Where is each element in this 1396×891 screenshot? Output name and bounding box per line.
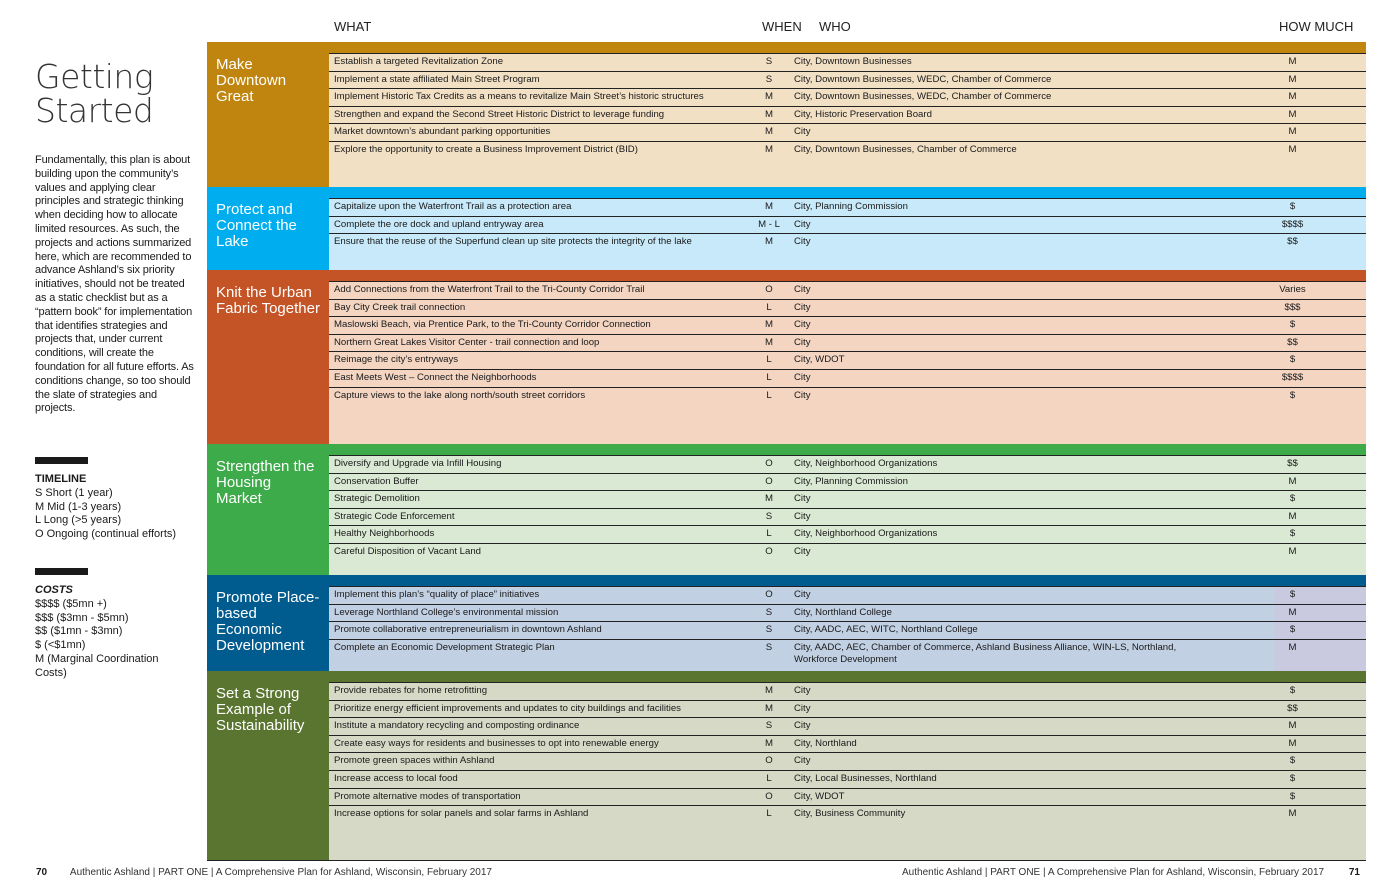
when-cell: M xyxy=(765,201,773,212)
when-cell: L xyxy=(766,354,772,366)
page-title-line-1: Getting xyxy=(35,57,154,96)
section-body xyxy=(329,444,1366,575)
what-cell: Bay City Creek trail connection xyxy=(334,301,466,313)
what-cell: Diversify and Upgrade via Infill Housing xyxy=(334,458,502,469)
timeline-item: L Long (>5 years) xyxy=(35,514,122,527)
intro-paragraph: Fundamentally, this plan is about building upon the community’s values and applying clear principles and strategic thinking when deciding how to allocate limited resources. As such, the projects and actions summarized here, which are recommended to advance Ashland’s six priority initiatives, should not be treated as a static checklist but as a “pattern book” for implementation that identifies strategies and projects that, under current conditions, will create the foundation for all future efforts. As conditions change, so too should the slate of strategies and projects. xyxy=(35,154,194,415)
who-cell: City, Downtown Businesses xyxy=(794,56,912,67)
section-body xyxy=(329,671,1366,860)
how-much-cell: M xyxy=(1288,606,1297,618)
who-cell: City, AADC, AEC, WITC, Northland College xyxy=(794,624,978,636)
when-cell: M xyxy=(765,236,773,248)
who-cell: City xyxy=(794,685,811,696)
timeline-legend-title: TIMELINE xyxy=(35,473,87,485)
section-color-bar xyxy=(329,671,1366,682)
section-housing xyxy=(207,444,1366,575)
running-title-left: Authentic Ashland | PART ONE | A Comprehensive Plan for Ashland, Wisconsin, February 2017 xyxy=(69,867,492,878)
how-much-cell: M xyxy=(1288,143,1297,155)
table-row xyxy=(329,806,1366,824)
table-row xyxy=(329,300,1366,318)
when-cell: L xyxy=(766,301,772,313)
when-cell: M xyxy=(765,108,773,120)
when-cell: O xyxy=(765,458,773,469)
when-cell: M - L xyxy=(758,218,780,230)
cost-item: M (Marginal Coordination Costs) xyxy=(35,652,159,679)
footer-left xyxy=(36,867,492,878)
section-rows xyxy=(329,682,1366,860)
section-downtown xyxy=(207,42,1366,187)
what-cell: Increase access to local food xyxy=(334,772,458,784)
how-much-cell: $ xyxy=(1289,772,1296,784)
section-urban xyxy=(207,270,1366,444)
section-label: Make Downtown Great xyxy=(207,42,329,187)
page-title-line-2: Started xyxy=(35,91,154,130)
who-cell: City, Downtown Businesses, WEDC, Chamber of Commerce xyxy=(794,73,1052,85)
section-rows xyxy=(329,198,1366,270)
table-row xyxy=(329,89,1366,107)
how-much-cell: M xyxy=(1288,641,1297,653)
table-row xyxy=(329,701,1366,719)
section-body xyxy=(329,575,1366,671)
when-cell: M xyxy=(765,143,773,155)
section-rows xyxy=(329,281,1366,444)
running-title-right: Authentic Ashland | PART ONE | A Comprehensive Plan for Ashland, Wisconsin, February 2017 xyxy=(902,867,1325,878)
who-cell: City, AADC, AEC, Chamber of Commerce, Ashland Business Alliance, WIN-LS, Northland, Workforce Development xyxy=(794,641,1177,665)
what-cell: Ensure that the reuse of the Superfund clean up site protects the integrity of the lake xyxy=(334,236,692,248)
when-cell: O xyxy=(765,545,773,557)
who-cell: City, Northland xyxy=(794,737,857,749)
page-number-left: 70 xyxy=(36,867,48,878)
who-cell: City xyxy=(794,755,811,767)
how-much-cell: $$ xyxy=(1287,458,1298,469)
section-lake xyxy=(207,187,1366,270)
what-cell: Promote collaborative entrepreneurialism in downtown Ashland xyxy=(334,624,602,636)
when-cell: O xyxy=(765,755,773,767)
cost-item: $$$$ ($5mn +) xyxy=(35,597,107,610)
when-cell: O xyxy=(765,790,773,802)
how-much-cell: $ xyxy=(1289,685,1296,696)
table-row xyxy=(329,388,1366,406)
when-cell: S xyxy=(765,624,773,636)
table-row xyxy=(329,335,1366,353)
table-row xyxy=(329,771,1366,789)
when-cell: S xyxy=(765,510,773,522)
how-much-cell: M xyxy=(1288,108,1297,120)
section-label: Protect and Connect the Lake xyxy=(207,187,329,270)
table-row xyxy=(329,72,1366,90)
who-cell: City xyxy=(794,389,811,401)
what-cell: Promote green spaces within Ashland xyxy=(334,755,495,767)
table-row xyxy=(329,718,1366,736)
when-cell: S xyxy=(765,73,773,85)
table-row xyxy=(329,736,1366,754)
table-row xyxy=(329,54,1366,72)
who-cell: City xyxy=(794,218,811,230)
when-cell: O xyxy=(765,284,773,295)
table-row xyxy=(329,282,1366,300)
how-much-cell: M xyxy=(1288,91,1297,103)
when-cell: L xyxy=(766,528,772,540)
who-cell: City xyxy=(794,126,811,138)
column-headers xyxy=(0,19,1396,37)
what-cell: Explore the opportunity to create a Business Improvement District (BID) xyxy=(334,143,638,155)
table-row xyxy=(329,317,1366,335)
what-cell: East Meets West – Connect the Neighborhoods xyxy=(334,371,537,383)
cost-item: $ (<$1mn) xyxy=(35,639,86,652)
table-row xyxy=(329,352,1366,370)
how-much-cell: M xyxy=(1288,56,1297,67)
section-body xyxy=(329,187,1366,270)
costs-legend-title: COSTS xyxy=(35,584,73,596)
how-much-cell: $ xyxy=(1289,493,1296,505)
section-econ xyxy=(207,575,1366,671)
how-much-cell: $ xyxy=(1289,319,1296,331)
what-cell: Implement Historic Tax Credits as a means to revitalize Main Street’s historic structures xyxy=(334,91,704,103)
when-cell: O xyxy=(765,589,773,600)
legend-divider xyxy=(35,457,88,464)
what-cell: Capitalize upon the Waterfront Trail as a protection area xyxy=(334,201,572,212)
costs-legend xyxy=(35,568,185,681)
who-cell: City, WDOT xyxy=(794,354,845,366)
who-cell: City, Downtown Businesses, WEDC, Chamber of Commerce xyxy=(794,91,1052,103)
header-when: WHEN xyxy=(762,19,802,34)
when-cell: M xyxy=(765,319,773,331)
what-cell: Provide rebates for home retrofitting xyxy=(334,685,488,696)
when-cell: M xyxy=(765,737,773,749)
how-much-cell: $$$$ xyxy=(1281,218,1304,230)
who-cell: City, Neighborhood Organizations xyxy=(794,528,938,540)
section-label: Set a Strong Example of Sustainability xyxy=(207,671,329,860)
what-cell: Promote alternative modes of transportation xyxy=(334,790,521,802)
table-row xyxy=(329,107,1366,125)
section-color-bar xyxy=(329,187,1366,198)
who-cell: City, Business Community xyxy=(794,808,906,820)
what-cell: Establish a targeted Revitalization Zone xyxy=(334,56,504,67)
section-body xyxy=(329,42,1366,187)
who-cell: City, Downtown Businesses, Chamber of Commerce xyxy=(794,143,1017,155)
when-cell: S xyxy=(765,720,773,732)
what-cell: Maslowski Beach, via Prentice Park, to the Tri-County Corridor Connection xyxy=(334,319,651,331)
how-much-cell: $$ xyxy=(1287,336,1298,348)
how-much-cell: M xyxy=(1288,808,1297,820)
what-cell: Healthy Neighborhoods xyxy=(334,528,435,540)
table-row xyxy=(329,640,1366,668)
table-row xyxy=(329,509,1366,527)
table-row xyxy=(329,753,1366,771)
who-cell: City xyxy=(794,284,811,295)
what-cell: Market downtown’s abundant parking opportunities xyxy=(334,126,551,138)
footer-right xyxy=(902,867,1360,878)
what-cell: Implement this plan’s “quality of place” initiatives xyxy=(334,589,540,600)
table-row xyxy=(329,605,1366,623)
how-much-cell: $$ xyxy=(1287,702,1298,714)
when-cell: L xyxy=(766,371,772,383)
what-cell: Create easy ways for residents and businesses to opt into renewable energy xyxy=(334,737,659,749)
section-label: Knit the Urban Fabric Together xyxy=(207,270,329,444)
table-row xyxy=(329,622,1366,640)
who-cell: City xyxy=(794,371,811,383)
who-cell: City xyxy=(794,589,811,600)
how-much-cell: Varies xyxy=(1279,284,1306,295)
how-much-cell: M xyxy=(1288,545,1297,557)
table-row xyxy=(329,526,1366,544)
section-label: Strengthen the Housing Market xyxy=(207,444,329,575)
what-cell: Careful Disposition of Vacant Land xyxy=(334,545,482,557)
what-cell: Capture views to the lake along north/south street corridors xyxy=(334,389,586,401)
who-cell: City xyxy=(794,702,811,714)
who-cell: City xyxy=(794,510,811,522)
when-cell: M xyxy=(765,685,773,696)
initiatives-table xyxy=(207,42,1366,861)
when-cell: M xyxy=(765,91,773,103)
how-much-cell: $ xyxy=(1289,201,1296,212)
how-much-cell: $ xyxy=(1289,528,1296,540)
who-cell: City, Planning Commission xyxy=(794,201,908,212)
when-cell: M xyxy=(765,126,773,138)
how-much-cell: $$$ xyxy=(1284,301,1301,313)
how-much-cell: $$ xyxy=(1287,236,1298,248)
how-much-cell: $$$$ xyxy=(1281,371,1304,383)
legend-divider xyxy=(35,568,88,575)
table-row xyxy=(329,474,1366,492)
timeline-item: O Ongoing (continual efforts) xyxy=(35,528,177,541)
cost-item: $$ ($1mn - $3mn) xyxy=(35,625,123,638)
how-much-cell: M xyxy=(1288,73,1297,85)
section-color-bar xyxy=(329,575,1366,586)
what-cell: Implement a state affiliated Main Street Program xyxy=(334,73,540,85)
what-cell: Strengthen and expand the Second Street Historic District to leverage funding xyxy=(334,108,665,120)
table-row xyxy=(329,789,1366,807)
section-color-bar xyxy=(329,444,1366,455)
section-sustain xyxy=(207,671,1366,861)
table-row xyxy=(329,587,1366,605)
when-cell: M xyxy=(765,702,773,714)
who-cell: City, Historic Preservation Board xyxy=(794,108,932,120)
how-much-cell: M xyxy=(1288,475,1297,487)
cost-item: $$$ ($3mn - $5mn) xyxy=(35,611,129,624)
who-cell: City, Planning Commission xyxy=(794,475,908,487)
who-cell: City xyxy=(794,336,811,348)
who-cell: City, Local Businesses, Northland xyxy=(794,772,937,784)
when-cell: S xyxy=(765,641,773,653)
how-much-cell: $ xyxy=(1289,755,1296,767)
when-cell: S xyxy=(765,606,773,618)
when-cell: O xyxy=(765,475,773,487)
section-label: Promote Place-based Economic Development xyxy=(207,575,329,671)
table-row xyxy=(329,199,1366,217)
how-much-cell: M xyxy=(1288,126,1297,138)
section-color-bar xyxy=(329,42,1366,53)
who-cell: City, WDOT xyxy=(794,790,845,802)
page-number-right: 71 xyxy=(1348,867,1360,878)
how-much-cell: M xyxy=(1288,737,1297,749)
who-cell: City xyxy=(794,319,811,331)
table-row xyxy=(329,217,1366,235)
what-cell: Strategic Demolition xyxy=(334,493,420,505)
table-row xyxy=(329,370,1366,388)
table-row xyxy=(329,544,1366,562)
who-cell: City xyxy=(794,545,811,557)
what-cell: Conservation Buffer xyxy=(334,475,419,487)
who-cell: City xyxy=(794,493,811,505)
how-much-cell: M xyxy=(1288,510,1297,522)
what-cell: Strategic Code Enforcement xyxy=(334,510,455,522)
what-cell: Reimage the city’s entryways xyxy=(334,354,459,366)
when-cell: S xyxy=(765,56,773,67)
section-body xyxy=(329,270,1366,444)
header-what: WHAT xyxy=(334,19,372,34)
when-cell: M xyxy=(765,336,773,348)
how-much-cell: $ xyxy=(1289,790,1296,802)
how-much-cell: $ xyxy=(1289,354,1296,366)
how-much-cell: $ xyxy=(1289,624,1296,636)
how-much-cell: M xyxy=(1288,720,1297,732)
how-much-cell: $ xyxy=(1289,589,1296,600)
who-cell: City, Neighborhood Organizations xyxy=(794,458,938,469)
when-cell: M xyxy=(765,493,773,505)
section-rows xyxy=(329,455,1366,575)
who-cell: City xyxy=(794,236,811,248)
what-cell: Leverage Northland College’s environmental mission xyxy=(334,606,559,618)
what-cell: Add Connections from the Waterfront Trail to the Tri-County Corridor Trail xyxy=(334,284,645,295)
how-much-cell: $ xyxy=(1289,389,1296,401)
when-cell: L xyxy=(766,772,772,784)
table-row xyxy=(329,234,1366,252)
who-cell: City xyxy=(794,720,811,732)
what-cell: Northern Great Lakes Visitor Center - trail connection and loop xyxy=(334,336,600,348)
what-cell: Institute a mandatory recycling and composting ordinance xyxy=(334,720,580,732)
who-cell: City, Northland College xyxy=(794,606,892,618)
who-cell: City xyxy=(794,301,811,313)
when-cell: L xyxy=(766,389,772,401)
timeline-item: S Short (1 year) xyxy=(35,486,113,499)
table-row xyxy=(329,491,1366,509)
section-color-bar xyxy=(329,270,1366,281)
section-rows xyxy=(329,53,1366,187)
header-how-much: HOW MUCH xyxy=(1279,19,1354,34)
when-cell: L xyxy=(766,808,772,820)
table-row xyxy=(329,124,1366,142)
table-row xyxy=(329,683,1366,701)
left-column xyxy=(35,57,195,416)
what-cell: Complete the ore dock and upland entryway area xyxy=(334,218,544,230)
header-who: WHO xyxy=(819,19,851,34)
section-rows xyxy=(329,586,1366,671)
what-cell: Complete an Economic Development Strategic Plan xyxy=(334,641,555,653)
what-cell: Prioritize energy efficient improvements and updates to city buildings and facilities xyxy=(334,702,681,714)
what-cell: Increase options for solar panels and solar farms in Ashland xyxy=(334,808,589,820)
page-title xyxy=(35,57,195,130)
timeline-item: M Mid (1-3 years) xyxy=(35,500,122,513)
timeline-legend xyxy=(35,457,205,542)
table-row xyxy=(329,456,1366,474)
table-row xyxy=(329,142,1366,160)
